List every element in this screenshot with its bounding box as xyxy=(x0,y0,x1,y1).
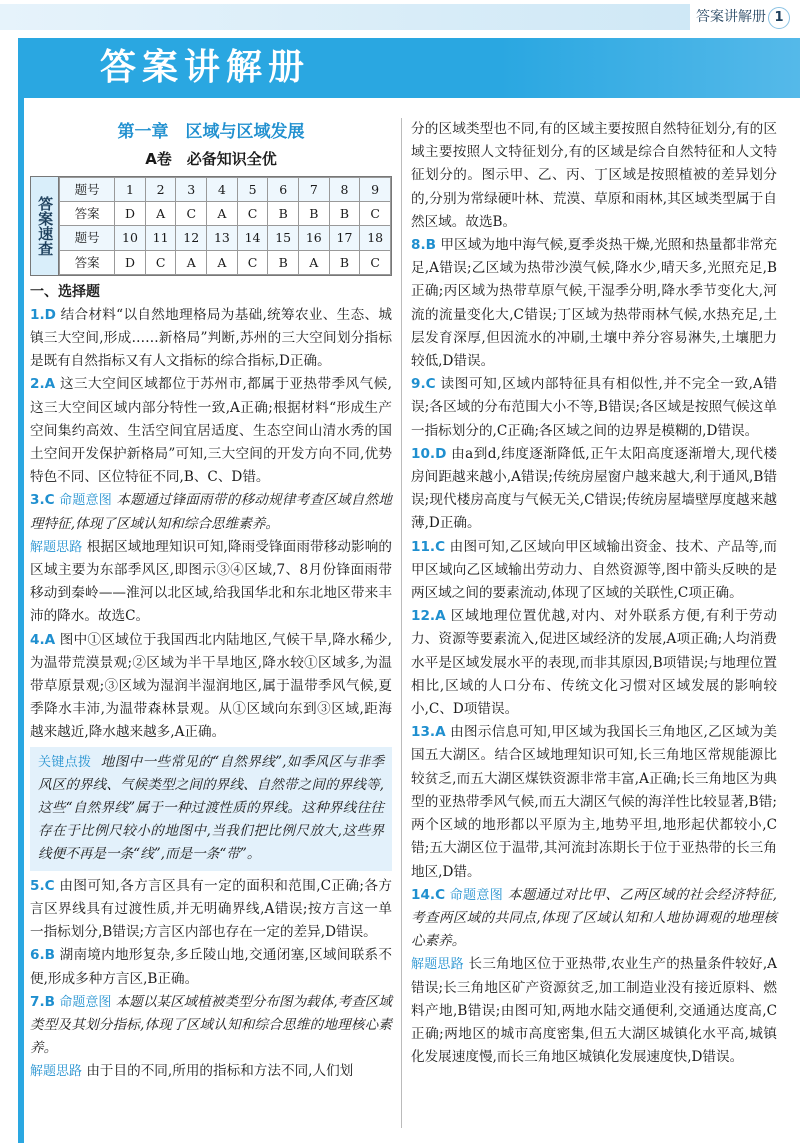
title-banner xyxy=(18,38,800,98)
question-number-cell: 10 xyxy=(115,226,146,250)
answer-cell: C xyxy=(237,250,268,274)
table-row xyxy=(60,178,391,202)
section-heading: 一、选择题 xyxy=(30,283,100,300)
question-number-cell: 16 xyxy=(299,226,330,250)
row-header: 答案 xyxy=(60,250,115,274)
explanation-text: 由于目的不同,所用的指标和方法不同,人们划 xyxy=(86,1063,354,1080)
section-subtitle: A卷 必备知识全优 xyxy=(145,150,277,168)
intent-text: 本题以某区域植被类型分布图为载体,考查区域类型及其划分指标,体现了区域认知和综合思维的地理核心素养。 xyxy=(30,993,392,1057)
question-1 xyxy=(30,304,392,374)
question-7-continued xyxy=(411,118,777,234)
left-accent-rule xyxy=(18,98,24,1143)
answer-number: 4.A xyxy=(30,631,56,648)
explanation-text: 读图可知,区域内部特征具有相似性,并不完全一致,A错误;各区域的分布范围大小不等,B错误;各区域是按照气候这单一指标划分的,C正确;各区域之间的边界是模糊的,D错误。 xyxy=(411,376,777,439)
header-label: 答案讲解册 xyxy=(690,4,766,30)
answer-cell: A xyxy=(207,202,238,226)
question-14 xyxy=(411,884,777,954)
row-header: 题号 xyxy=(60,226,115,250)
explanation-text: 甲区域为地中海气候,夏季炎热干燥,光照和热量都非常充足,A错误;乙区域为热带沙漠气候,降水少,晴天多,光照充足,B正确;丙区域为热带草原气候,干湿季分明,降水季节变化大,河流的流量变化大,C错误;丁区域为热带雨林气候,水热充足,土层发育深厚,但因流水的冲刷,土壤中养分容易淋失,土壤肥力较低,D错误。 xyxy=(411,237,777,370)
key-tip-text: 地图中一些常见的“自然界线”,如季风区与非季风区的界线、气候类型之间的界线、自然带之间的界线等,这些“自然界线”属于一种过渡性质的界线。这种界线往往存在于比例尺较小的地图中,当我们把比例尺放大,这些界线便不再是一条“线”,而是一条“带”。 xyxy=(38,753,384,863)
explanation-text: 长三角地区位于亚热带,农业生产的热量条件较好,A错误;长三角地区矿产资源贫乏,加工制造业没有接近原料、燃料产地,B错误;由图可知,两地水陆交通便利,交通通达度高,C正确;两地区的城市高度密集,但五大湖区城镇化水平高,城镇化发展速度慢,而长三角地区城镇化发展速度快,D错误。 xyxy=(411,956,777,1066)
intent-tag: 命题意图 xyxy=(59,994,112,1010)
intent-text: 本题通过对比甲、乙两区域的社会经济特征,考查两区域的共同点,体现了区域认知和人地协调观的地理核心素养。 xyxy=(411,886,777,950)
question-number-cell: 9 xyxy=(360,178,391,202)
answer-number: 9.C xyxy=(411,376,436,393)
answer-number: 2.A xyxy=(30,376,56,393)
question-number-cell: 14 xyxy=(237,226,268,250)
row-header: 题号 xyxy=(60,178,115,202)
explanation-text: 这三大空间区域都位于苏州市,都属于亚热带季风气候,这三大空间区域内部分特性一致,A正确;根据材料“形成生产空间集约高效、生活空间宜居适度、生态空间山清水秀的国土空间开发保护新格局”可知,三大空间的开发方向不同,优势特色不同、区位特征不同,B、C、D错。 xyxy=(30,376,393,486)
question-number-cell: 4 xyxy=(207,178,238,202)
explanation-text: 根据区域地理知识可知,降雨受锋面雨带移动影响的区域主要为东部季风区,即图示③④区域,7、8月份锋面雨带移动到秦岭——淮河以北区域,给我国华北和东北地区带来丰沛的降水。故选C。 xyxy=(30,538,392,625)
question-number-cell: 6 xyxy=(268,178,299,202)
explanation-text: 由a到d,纬度逐渐降低,正午太阳高度逐渐增大,现代楼房间距越来越小,A错误;传统房屋窗户越来越大,利于通风,B错误;现代楼房高度与气候无关,C错误;传统房屋墙壁厚度越来越薄,D正确。 xyxy=(411,445,777,532)
page-number: 1 xyxy=(768,7,790,29)
table-row xyxy=(60,226,391,250)
answer-cell: A xyxy=(176,250,207,274)
answer-number: 12.A xyxy=(411,608,446,625)
right-column xyxy=(411,118,777,1069)
question-number-cell: 12 xyxy=(176,226,207,250)
answer-number: 6.B xyxy=(30,947,55,964)
answer-number: 8.B xyxy=(411,237,436,254)
answer-cell: D xyxy=(115,250,146,274)
answer-number: 13.A xyxy=(411,724,446,741)
question-number-cell: 7 xyxy=(299,178,330,202)
question-9 xyxy=(411,373,777,443)
left-column xyxy=(30,116,392,1084)
question-number-cell: 8 xyxy=(329,178,360,202)
answer-cell: B xyxy=(268,250,299,274)
answer-cell: B xyxy=(268,202,299,226)
solution-tag: 解题思路 xyxy=(30,1064,83,1080)
table-row xyxy=(60,202,391,226)
answer-number: 14.C xyxy=(411,886,446,903)
question-number-cell: 18 xyxy=(360,226,391,250)
explanation-text: 结合材料“以自然地理格局为基础,统筹农业、生态、城镇三大空间,形成……新格局”判断,苏州的三大空间划分指标是既有自然指标又有人文指标的综合指标,D正确。 xyxy=(30,306,392,370)
explanation-text: 由图示信息可知,甲区域为我国长三角地区,乙区域为美国五大湖区。结合区域地理知识可知,长三角地区常规能源比较贫乏,而五大湖区煤铁资源非常丰富,A正确;长三角地区为典型的亚热带季风气候,而五大湖区气候的海洋性比较显著,B错;两个区域的地形都以平原为主,地势平坦,地形起伏都较小,C错;五大湖区位于温带,其河流封冻期长于位于亚热带的长三角地区,D错。 xyxy=(411,724,778,880)
question-5 xyxy=(30,875,392,945)
question-6 xyxy=(30,944,392,990)
intent-text: 本题通过锋面雨带的移动规律考查区域自然地理特征,体现了区域认知和综合思维素养。 xyxy=(30,492,392,532)
question-number-cell: 5 xyxy=(237,178,268,202)
explanation-text: 图中①区域位于我国西北内陆地区,气候干旱,降水稀少,为温带荒漠景观;②区域为半干旱地区,降水较①区域多,为温带草原景观;③区域为湿润半湿润地区,属于温带季风气候,夏季降水丰沛,为温带森林景观。从①区域向东到③区域,距海越来越近,降水越来越多,A正确。 xyxy=(30,631,392,741)
answer-number: 7.B xyxy=(30,993,55,1010)
answer-cell: B xyxy=(329,250,360,274)
question-3-solution xyxy=(30,536,392,629)
question-14-solution xyxy=(411,953,777,1069)
explanation-text: 由图可知,各方言区具有一定的面积和范围,C正确;各方言区界线具有过渡性质,并无明确界线,A错误;按方言这一单一指标划分,B错误;方言区内部也存在一定的差异,D错误。 xyxy=(30,877,393,941)
explanation-text: 分的区域类型也不同,有的区域主要按照自然特征划分,有的区域主要按照人文特征划分,有的区域是综合自然特征和人文特征划分的。图示甲、乙、丙、丁区域是按照植被的差异划分的,分别为常绿硬叶林、荒漠、草原和雨林,其区域类型属于自然区域。故选B。 xyxy=(411,121,777,230)
header-band xyxy=(0,4,690,30)
explanation-text: 湖南境内地形复杂,多丘陵山地,交通闭塞,区域间联系不便,形成多种方言区,B正确。 xyxy=(30,947,392,987)
banner-fade xyxy=(500,38,800,98)
question-number-cell: 3 xyxy=(176,178,207,202)
solution-tag: 解题思路 xyxy=(411,957,464,973)
answer-cell: C xyxy=(360,250,391,274)
answer-number: 11.C xyxy=(411,538,446,555)
question-4 xyxy=(30,629,392,745)
answer-number: 3.C xyxy=(30,492,55,509)
answer-number: 1.D xyxy=(30,306,56,323)
top-header-bar xyxy=(0,0,800,34)
intent-tag: 命题意图 xyxy=(449,887,504,903)
key-tip-tag: 关键点拨 xyxy=(38,754,92,770)
question-8 xyxy=(411,234,777,373)
answer-cell: C xyxy=(176,202,207,226)
answer-cell: A xyxy=(207,250,238,274)
question-number-cell: 11 xyxy=(145,226,176,250)
answer-grid xyxy=(59,177,391,275)
key-tip-box xyxy=(30,747,392,871)
question-2 xyxy=(30,373,392,489)
answer-cell: C xyxy=(360,202,391,226)
row-header: 答案 xyxy=(60,202,115,226)
question-12 xyxy=(411,605,777,721)
solution-tag: 解题思路 xyxy=(30,539,83,555)
question-number-cell: 13 xyxy=(207,226,238,250)
answer-cell: C xyxy=(145,250,176,274)
question-11 xyxy=(411,536,777,606)
question-number-cell: 1 xyxy=(115,178,146,202)
question-3 xyxy=(30,489,392,535)
answer-table-side-label: 答案速查 xyxy=(31,177,59,275)
answer-number: 5.C xyxy=(30,877,55,894)
banner-title: 答案讲解册 xyxy=(100,47,311,88)
question-13 xyxy=(411,721,777,883)
answer-cell: B xyxy=(299,202,330,226)
column-divider xyxy=(401,118,402,1128)
answer-quick-table xyxy=(30,176,392,276)
intent-tag: 命题意图 xyxy=(59,493,112,509)
question-7 xyxy=(30,991,392,1061)
chapter-title: 第一章 区域与区域发展 xyxy=(117,122,305,142)
answer-cell: A xyxy=(145,202,176,226)
answer-cell: C xyxy=(237,202,268,226)
answer-number: 10.D xyxy=(411,445,447,462)
question-10 xyxy=(411,443,777,536)
question-number-cell: 17 xyxy=(329,226,360,250)
table-row xyxy=(60,250,391,274)
answer-cell: D xyxy=(115,202,146,226)
explanation-text: 由图可知,乙区域向甲区域输出资金、技术、产品等,而甲区域向乙区域输出劳动力、自然资源等,图中箭头反映的是两区域之间的要素流动,体现了区域的关联性,C项正确。 xyxy=(411,538,777,602)
answer-cell: A xyxy=(299,250,330,274)
answer-cell: B xyxy=(329,202,360,226)
question-7-solution xyxy=(30,1060,392,1083)
explanation-text: 区域地理位置优越,对内、对外联系方便,有利于劳动力、资源等要素流入,促进区域经济的发展,A项正确;人均消费水平是区域发展水平的表现,而非其原因,B项错误;与地理位置相比,区域的人口分布、传统文化习惯对区域发展的影响较小,C、D项错误。 xyxy=(411,608,778,718)
question-number-cell: 2 xyxy=(145,178,176,202)
question-number-cell: 15 xyxy=(268,226,299,250)
